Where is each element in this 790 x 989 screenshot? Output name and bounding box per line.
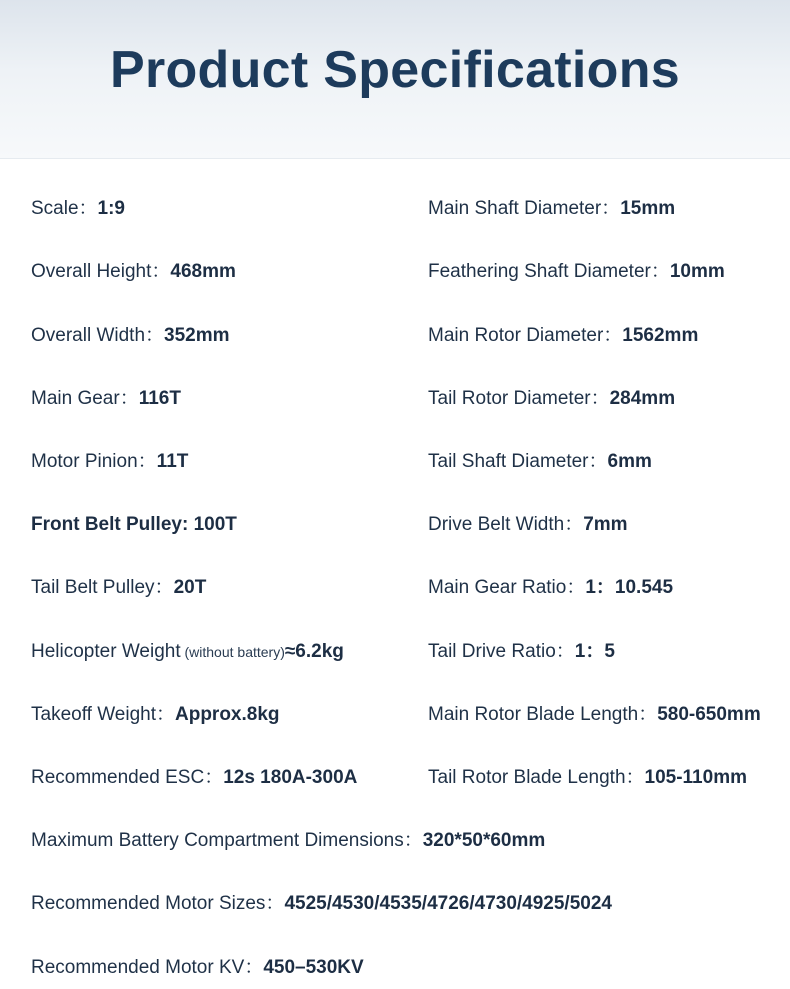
spec-value: ≈6.2kg — [284, 641, 344, 662]
spec-label: Overall Width： — [31, 325, 165, 346]
spec-label: Recommended Motor Sizes： — [31, 893, 285, 914]
spec-label: Scale： — [31, 198, 98, 219]
spec-main-shaft-diameter — [428, 199, 675, 218]
spec-front-belt-pulley — [31, 515, 237, 534]
spec-feathering-shaft-diameter — [428, 262, 725, 281]
spec-tail-rotor-blade-length — [428, 768, 747, 787]
spec-max-battery-compartment — [31, 831, 545, 850]
spec-motor-pinion — [31, 452, 188, 471]
spec-note: (without battery) — [180, 644, 285, 660]
spec-label: Main Gear： — [31, 388, 139, 409]
spec-label: Main Rotor Blade Length： — [428, 704, 658, 725]
spec-value: 7mm — [583, 514, 628, 535]
spec-value: 352mm — [164, 325, 230, 346]
spec-value: 450–530KV — [263, 957, 364, 978]
spec-value: 116T — [138, 388, 181, 409]
spec-main-gear-ratio — [428, 578, 673, 597]
spec-overall-height — [31, 262, 236, 281]
spec-label: Main Rotor Diameter： — [428, 325, 623, 346]
spec-label: Main Shaft Diameter： — [428, 198, 621, 219]
spec-label: Tail Shaft Diameter： — [428, 451, 608, 472]
spec-value: 4525/4530/4535/4726/4730/4925/5024 — [284, 893, 612, 914]
spec-label: Feathering Shaft Diameter： — [428, 261, 670, 282]
spec-value: 320*50*60mm — [422, 830, 546, 851]
spec-label: Overall Height： — [31, 261, 171, 282]
spec-value: 20T — [173, 577, 207, 598]
spec-label: Tail Rotor Diameter： — [428, 388, 610, 409]
spec-value: 1:9 — [97, 198, 125, 219]
spec-value: 10mm — [669, 261, 725, 282]
spec-value: 100T — [193, 514, 237, 535]
spec-label: Main Gear Ratio： — [428, 577, 586, 598]
spec-tail-belt-pulley — [31, 578, 206, 597]
spec-main-gear — [31, 389, 181, 408]
spec-drive-belt-width — [428, 515, 628, 534]
spec-label: Recommended ESC： — [31, 767, 224, 788]
spec-value: 1562mm — [622, 325, 699, 346]
spec-value: Approx.8kg — [175, 704, 280, 725]
spec-tail-rotor-diameter — [428, 389, 675, 408]
spec-label: Front Belt Pulley: — [31, 514, 194, 535]
spec-value: 580-650mm — [657, 704, 761, 725]
spec-label: Maximum Battery Compartment Dimensions： — [31, 830, 423, 851]
spec-label: Takeoff Weight： — [31, 704, 175, 725]
spec-label: Recommended Motor KV： — [31, 957, 264, 978]
spec-recommended-esc — [31, 768, 357, 787]
spec-value: 12s 180A-300A — [223, 767, 358, 788]
spec-overall-width — [31, 326, 230, 345]
spec-label: Tail Drive Ratio： — [428, 641, 575, 662]
spec-label: Tail Rotor Blade Length： — [428, 767, 645, 788]
spec-helicopter-weight — [31, 642, 344, 661]
page-title: Product Specifications — [109, 41, 681, 99]
spec-value: 15mm — [620, 198, 676, 219]
spec-value: 11T — [156, 451, 189, 472]
spec-value: 105-110mm — [644, 767, 747, 788]
spec-main-rotor-blade-length — [428, 705, 761, 724]
spec-label: Drive Belt Width： — [428, 514, 584, 535]
spec-recommended-motor-kv — [31, 958, 364, 977]
spec-label: Motor Pinion： — [31, 451, 157, 472]
spec-value: 284mm — [609, 388, 676, 409]
spec-label: Tail Belt Pulley： — [31, 577, 174, 598]
spec-scale — [31, 199, 125, 218]
spec-tail-drive-ratio — [428, 642, 615, 661]
header-banner — [0, 0, 790, 159]
spec-main-rotor-diameter — [428, 326, 698, 345]
spec-label: Helicopter Weight — [31, 641, 181, 662]
spec-value: 468mm — [170, 261, 236, 282]
spec-recommended-motor-sizes — [31, 894, 612, 913]
spec-value: 1：10.545 — [585, 577, 674, 598]
spec-tail-shaft-diameter — [428, 452, 652, 471]
spec-value: 1：5 — [574, 641, 615, 662]
spec-takeoff-weight — [31, 705, 280, 724]
spec-value: 6mm — [607, 451, 652, 472]
